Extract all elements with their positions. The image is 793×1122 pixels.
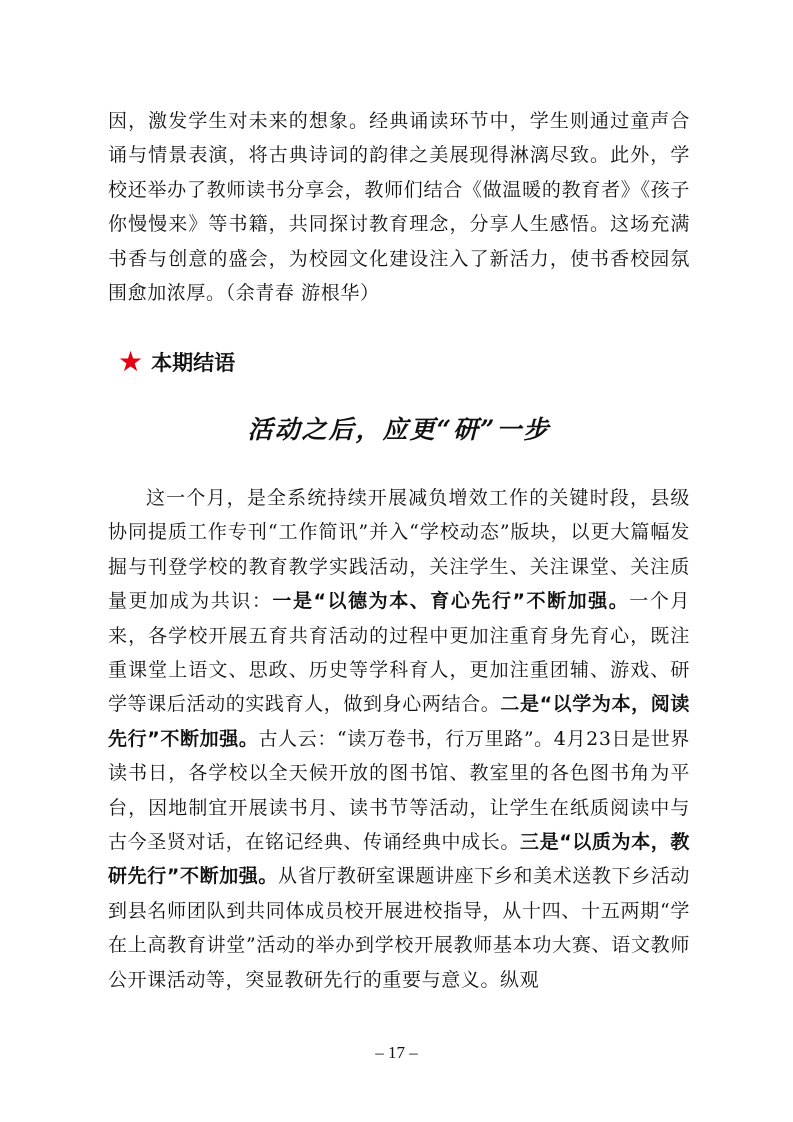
body-text-2: 一个月来，各学校开展五育共育活动的过程中更加注重育身先育心，既注重课堂上语文、思政、历史等学科育人，更加注重团辅、游戏、研学等课后活动的实践育人，做到身心两结合。 <box>108 590 690 716</box>
article-title: 活动之后，应更“研”一步 <box>247 415 551 444</box>
point-two-heading: 二是“以学为本，阅读先行”不断加强。 <box>108 693 690 750</box>
star-icon: ★ <box>118 345 144 378</box>
body-text-1: 这一个月，是全系统持续开展减负增效工作的关键时段，县级协同提质工作专刊“工作简讯”并入“学校动态”版块，以更大篇幅发掘与刊登学校的教育教学实践活动，关注学生、关注课堂、关注质量更加成为共识： <box>108 487 690 613</box>
body-text-4: 从省厅教研室课题讲座下乡和美术送教下乡活动到县名师团队到共同体成员校开展进校指导，从十四、十五两期“学在上高教育讲堂”活动的举办到学校开展教师基本功大赛、语文教师公开课活动等，突显教研先行的重要与意义。纵观 <box>108 865 690 991</box>
section-title: 本期结语 <box>151 351 236 375</box>
intro-paragraph: 因，激发学生对未来的想象。经典诵读环节中，学生则通过童声合诵与情景表演，将古典诗词的韵律之美展现得淋漓尽致。此外，学校还举办了教师读书分享会，教师们结合《做温暖的教育者》《孩子你慢慢来》等书籍，共同探讨教育理念，分享人生感悟。这场充满书香与创意的盛会，为校园文化建设注入了新活力，使书香校园氛围愈加浓厚。（余青春 游根华） <box>108 110 690 305</box>
point-three-heading: 三是“以质为本，教研先行”不断加强。 <box>108 831 690 888</box>
point-one-heading: 一是“以德为本、育心先行”不断加强。 <box>272 590 630 613</box>
section-heading <box>118 344 235 380</box>
body-text-3: 古人云：“读万卷书，行万里路”。4月23日是世界读书日，各学校以全天候开放的图书馆、教室里的各色图书角为平台，因地制宜开展读书月、读书节等活动，让学生在纸质阅读中与古今圣贤对话，在铭记经典、传诵经典中成长。 <box>108 727 690 854</box>
page-number: – 17 – <box>375 1043 418 1062</box>
article-body <box>108 481 690 997</box>
